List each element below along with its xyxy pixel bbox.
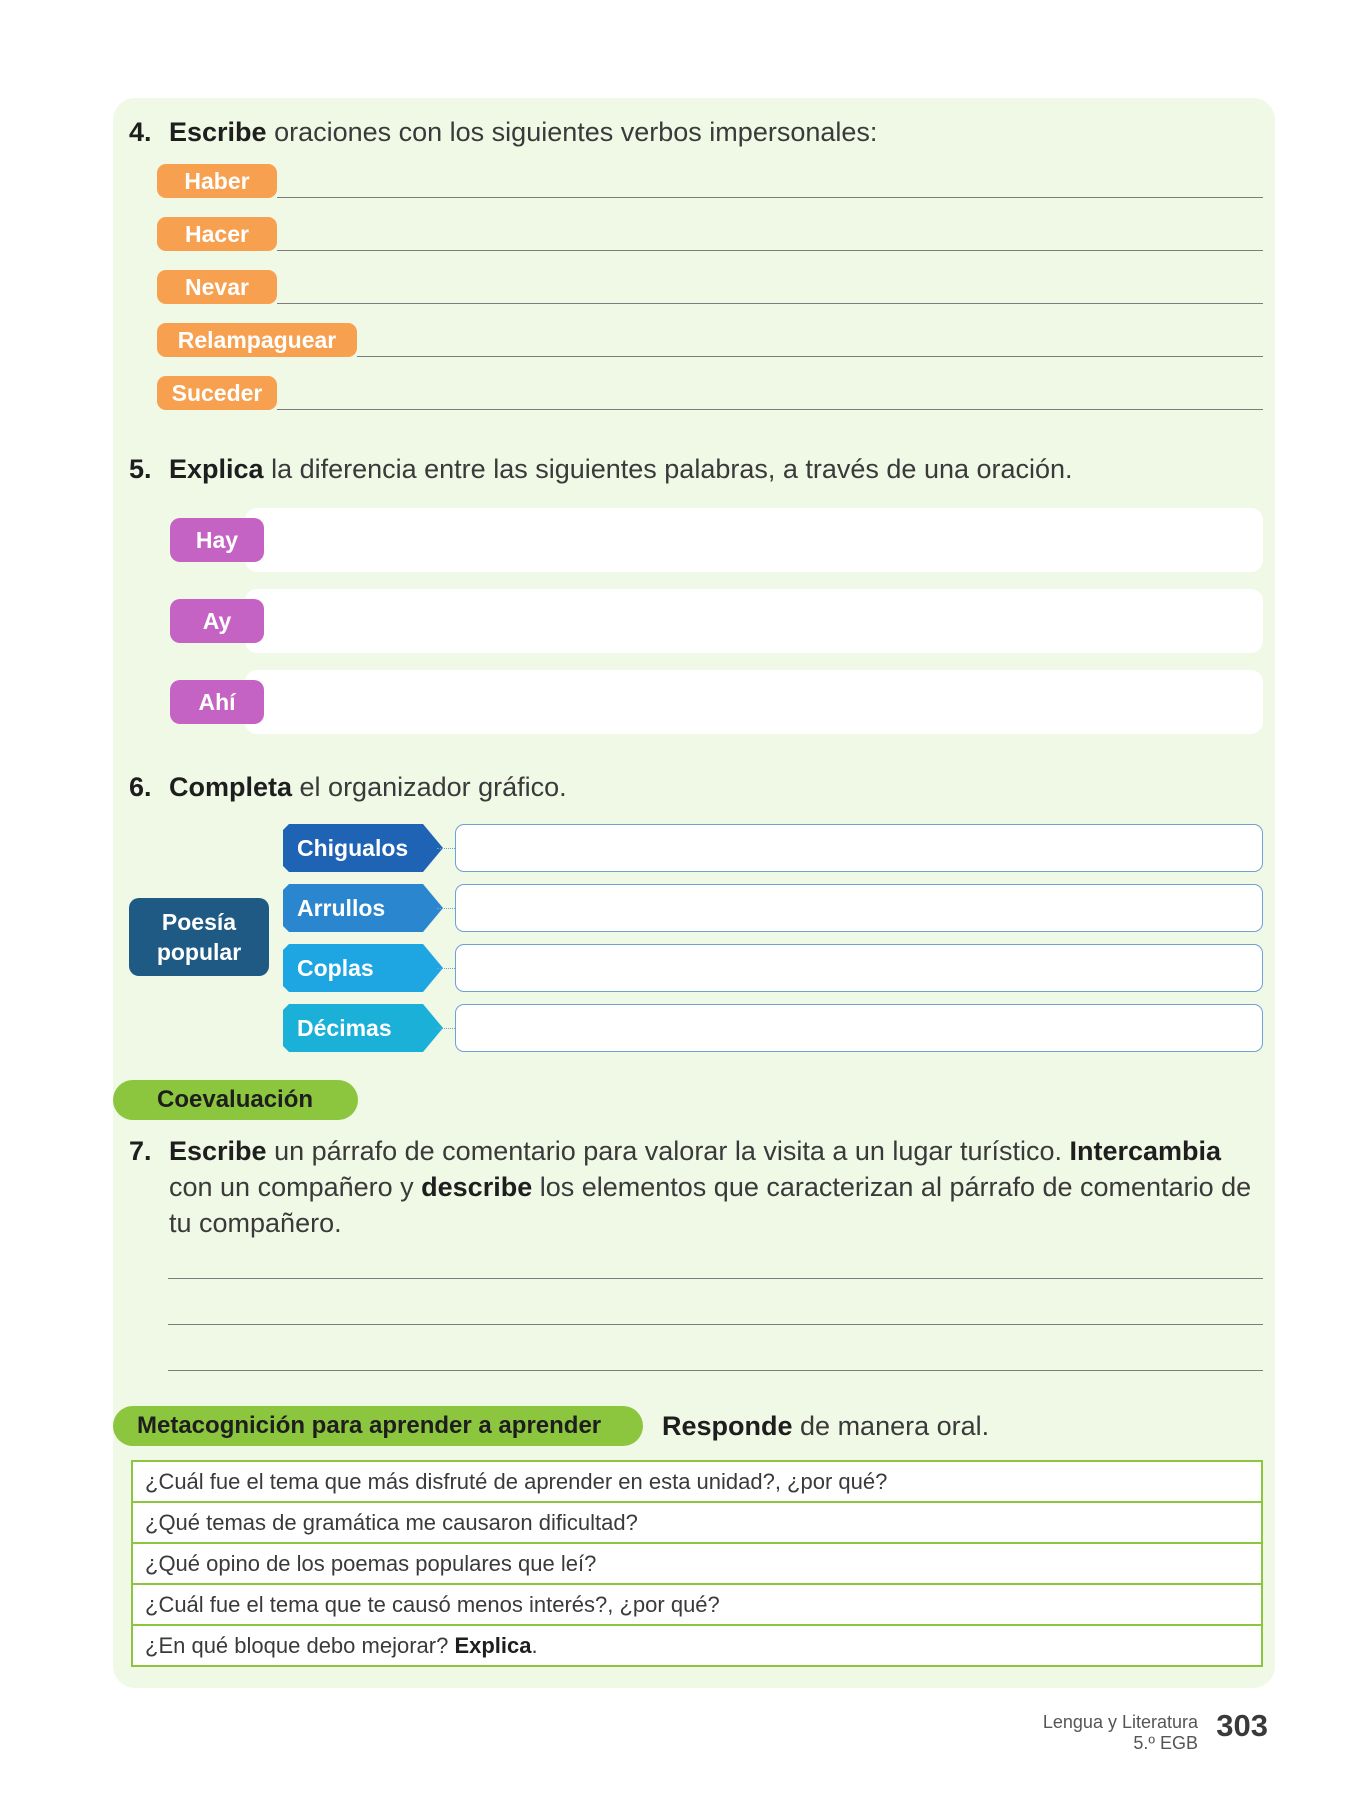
question-cell: ¿Cuál fue el tema que te causó menos interés?, ¿por qué?	[132, 1584, 1262, 1625]
metacognicion-tab: Metacognición para aprender a aprender	[113, 1406, 643, 1446]
organizer-root	[129, 898, 269, 976]
verb-pill-relampaguear: Relampaguear	[157, 323, 357, 357]
metacognicion-instruction	[662, 1408, 989, 1444]
question-cell: ¿Qué temas de gramática me causaron dificultad?	[132, 1502, 1262, 1543]
answer-line[interactable]	[357, 356, 1263, 357]
question-4	[129, 114, 877, 150]
table-row	[132, 1502, 1262, 1543]
question-verb: Intercambia	[1069, 1136, 1222, 1166]
organizer-connector	[437, 968, 455, 969]
organizer-answer-box[interactable]	[455, 824, 1263, 872]
organizer-connector	[437, 1028, 455, 1029]
word-pill-hay: Hay	[170, 518, 264, 562]
answer-line[interactable]	[277, 409, 1263, 410]
answer-box-hay[interactable]	[245, 508, 1263, 572]
question-text: con un compañero y	[169, 1172, 422, 1202]
question-end: .	[531, 1632, 538, 1658]
question-text: oraciones con los siguientes verbos impersonales:	[266, 117, 878, 147]
question-verb: Escribe	[169, 117, 267, 147]
question-cell: ¿Cuál fue el tema que más disfruté de aprender en esta unidad?, ¿por qué?	[132, 1461, 1262, 1502]
question-verb: describe	[421, 1172, 533, 1202]
question-verb: Explica	[454, 1632, 532, 1658]
organizer-answer-box[interactable]	[455, 1004, 1263, 1052]
organizer-branch-label: Décimas	[297, 1015, 392, 1041]
answer-line[interactable]	[277, 250, 1263, 251]
answer-line[interactable]	[168, 1278, 1263, 1279]
footer-subject-name: Lengua y Literatura	[1042, 1712, 1198, 1732]
organizer-branch-label: Coplas	[297, 955, 374, 981]
organizer-answer-box[interactable]	[455, 884, 1263, 932]
question-cell-last	[132, 1625, 1262, 1666]
footer-subject	[1043, 1712, 1198, 1754]
table-row	[132, 1543, 1262, 1584]
answer-line[interactable]	[277, 303, 1263, 304]
organizer-branch-chigualos	[283, 824, 443, 872]
question-text: ¿En qué bloque debo mejorar?	[145, 1632, 449, 1658]
organizer-branch-label: Chigualos	[297, 835, 409, 861]
question-text: un párrafo de comentario para valorar la visita a un lugar turístico.	[266, 1136, 1070, 1166]
answer-line[interactable]	[277, 197, 1263, 198]
question-6	[129, 769, 567, 805]
verb-pill-haber: Haber	[157, 164, 277, 198]
question-text: los elementos que caracterizan al párrafo de comentario de tu compañero.	[169, 1172, 1252, 1238]
organizer-branch-arrullos	[283, 884, 443, 932]
question-verb: Explica	[169, 454, 264, 484]
question-5	[129, 451, 1073, 487]
metacognicion-table	[131, 1460, 1263, 1667]
table-row	[132, 1625, 1262, 1666]
question-text: la diferencia entre las siguientes palabras, a través de una oración.	[263, 454, 1073, 484]
organizer-connector	[437, 848, 455, 849]
verb-pill-nevar: Nevar	[157, 270, 277, 304]
question-number: 4.	[129, 117, 152, 147]
instruction-verb: Responde	[662, 1411, 793, 1441]
question-verb: Completa	[169, 772, 293, 802]
verb-pill-hacer: Hacer	[157, 217, 277, 251]
organizer-root-line2: popular	[156, 939, 242, 965]
word-pill-ay: Ay	[170, 599, 264, 643]
organizer-root-line1: Poesía	[161, 909, 237, 935]
organizer-branch-coplas	[283, 944, 443, 992]
instruction-text: de manera oral.	[792, 1411, 990, 1441]
footer-grade: 5.º EGB	[1133, 1733, 1198, 1753]
verb-pill-suceder: Suceder	[157, 376, 277, 410]
question-number: 6.	[129, 772, 152, 802]
question-number: 5.	[129, 454, 152, 484]
word-pill-ahi: Ahí	[170, 680, 264, 724]
table-row	[132, 1584, 1262, 1625]
page-number: 303	[1216, 1708, 1268, 1743]
answer-box-ay[interactable]	[245, 589, 1263, 653]
question-7	[129, 1133, 1259, 1241]
question-number: 7.	[129, 1136, 152, 1166]
coevaluacion-tab: Coevaluación	[113, 1080, 358, 1120]
organizer-connector	[437, 908, 455, 909]
organizer-answer-box[interactable]	[455, 944, 1263, 992]
question-verb: Escribe	[169, 1136, 267, 1166]
organizer-branch-decimas	[283, 1004, 443, 1052]
answer-line[interactable]	[168, 1370, 1263, 1371]
table-row	[132, 1461, 1262, 1502]
answer-line[interactable]	[168, 1324, 1263, 1325]
question-cell: ¿Qué opino de los poemas populares que leí?	[132, 1543, 1262, 1584]
question-text: el organizador gráfico.	[292, 772, 567, 802]
answer-box-ahi[interactable]	[245, 670, 1263, 734]
organizer-branch-label: Arrullos	[297, 895, 386, 921]
